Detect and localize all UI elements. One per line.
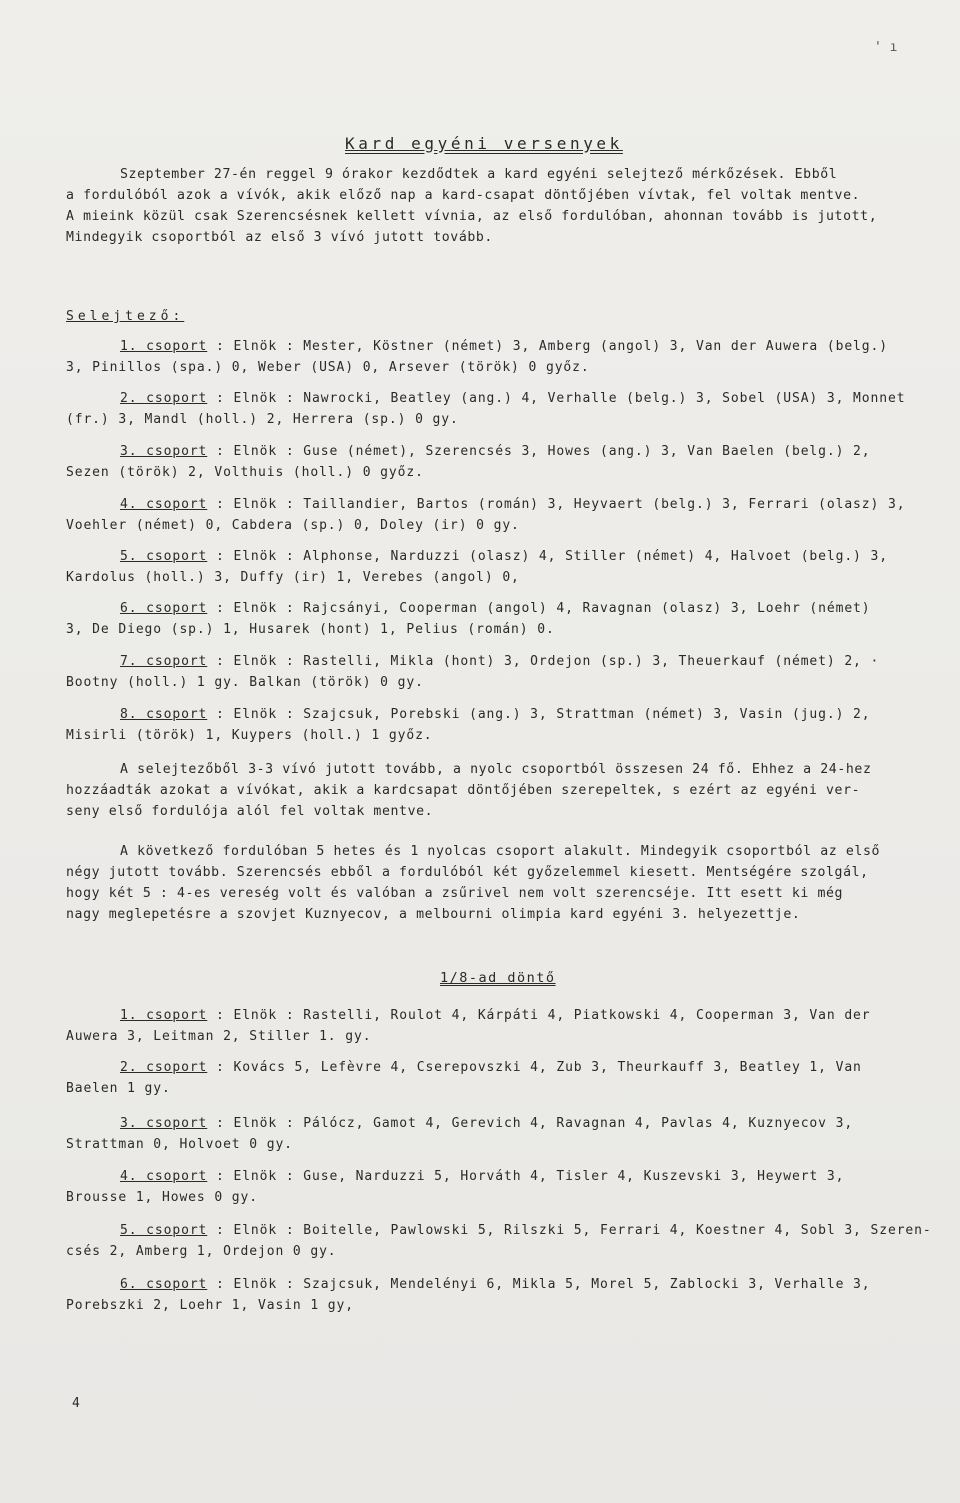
summary-line: hozzáadták azokat a vívókat, akik a kardcsapat döntőjében szerepeltek, s ezért az egyéni ver-	[66, 783, 861, 798]
selejtezo-heading: Selejtező:	[66, 309, 185, 324]
group-label: 1. csoport	[120, 339, 208, 354]
selejtezo-group	[66, 494, 908, 536]
summary-line: nagy meglepetésre a szovjet Kuznyecov, a melbourni olimpia kard egyéni 3. helyezettje.	[66, 907, 801, 922]
group-text: : Elnök : Szajcsuk, Porebski (ang.) 3, Strattman (német) 3, Vasin (jug.) 2,	[216, 707, 871, 722]
group-text: Voehler (német) 0, Cabdera (sp.) 0, Doley (ir) 0 gy.	[66, 518, 520, 533]
summary-paragraph-2	[66, 841, 908, 925]
group-text: : Elnök : Mester, Köstner (német) 3, Amberg (angol) 3, Van der Auwera (belg.)	[216, 339, 888, 354]
summary-line: seny első fordulója alól fel voltak mentve.	[66, 804, 434, 819]
group-label: 8. csoport	[120, 707, 208, 722]
group-text: Strattman 0, Holvoet 0 gy.	[66, 1137, 293, 1152]
group-text: : Elnök : Taillandier, Bartos (román) 3, Heyvaert (belg.) 3, Ferrari (olasz) 3,	[216, 497, 906, 512]
selejtezo-group	[66, 336, 908, 378]
selejtezo-group	[66, 598, 908, 640]
group-text: Kardolus (holl.) 3, Duffy (ir) 1, Verebes (angol) 0,	[66, 570, 520, 585]
intro-line: Szeptember 27-én reggel 9 órakor kezdődtek a kard egyéni selejtező mérkőzések. Ebből	[120, 167, 838, 182]
group-text: Sezen (török) 2, Volthuis (holl.) 0 győz.	[66, 465, 424, 480]
summary-paragraph-1	[66, 759, 908, 822]
group-text: 3, De Diego (sp.) 1, Husarek (hont) 1, Pelius (román) 0.	[66, 622, 555, 637]
selejtezo-group	[66, 441, 908, 483]
group-text: : Elnök : Pálócz, Gamot 4, Gerevich 4, Ravagnan 4, Pavlas 4, Kuznyecov 3,	[216, 1116, 854, 1131]
group-text: : Elnök : Alphonse, Narduzzi (olasz) 4, Stiller (német) 4, Halvoet (belg.) 3,	[216, 549, 888, 564]
group-text: : Elnök : Guse (német), Szerencsés 3, Howes (ang.) 3, Van Baelen (belg.) 2,	[216, 444, 871, 459]
group-text: Brousse 1, Howes 0 gy.	[66, 1190, 258, 1205]
final-heading: 1/8-ad döntő	[440, 970, 556, 986]
group-text: : Elnök : Rastelli, Roulot 4, Kárpáti 4, Piatkowski 4, Cooperman 3, Van der	[216, 1008, 871, 1023]
group-label: 4. csoport	[120, 1169, 208, 1184]
group-text: Bootny (holl.) 1 gy. Balkan (török) 0 gy.	[66, 675, 424, 690]
selejtezo-group	[66, 704, 908, 746]
group-text: : Elnök : Szajcsuk, Mendelényi 6, Mikla 5, Morel 5, Zablocki 3, Verhalle 3,	[216, 1277, 871, 1292]
group-label: 6. csoport	[120, 1277, 208, 1292]
group-text: Baelen 1 gy.	[66, 1081, 171, 1096]
group-label: 6. csoport	[120, 601, 208, 616]
summary-line: hogy két 5 : 4-es vereség volt és valóban a zsűrivel nem volt szerencséje. Itt esett ki még	[66, 886, 844, 901]
final-group	[66, 1220, 932, 1262]
group-text: : Elnök : Guse, Narduzzi 5, Horváth 4, Tisler 4, Kuszevski 3, Heywert 3,	[216, 1169, 845, 1184]
group-label: 2. csoport	[120, 1060, 208, 1075]
summary-line: A selejtezőből 3-3 vívó jutott tovább, a nyolc csoportból összesen 24 fő. Ehhez a 24-hez	[120, 762, 872, 777]
group-label: 5. csoport	[120, 549, 208, 564]
group-label: 5. csoport	[120, 1223, 208, 1238]
group-label: 3. csoport	[120, 444, 208, 459]
group-text: : Elnök : Rastelli, Mikla (hont) 3, Ordejon (sp.) 3, Theuerkauf (német) 2, ·	[216, 654, 880, 669]
group-text: (fr.) 3, Mandl (holl.) 2, Herrera (sp.) 0 gy.	[66, 412, 459, 427]
intro-paragraph	[66, 164, 908, 248]
summary-line: négy jutott tovább. Szerencsés ebből a fordulóból két győzelemmel kiesett. Mentségére szolgál,	[66, 865, 869, 880]
intro-line: a fordulóból azok a vívók, akik előző nap a kard-csapat döntőjében vívtak, fel voltak mentve.	[66, 188, 861, 203]
group-text: Misirli (török) 1, Kuypers (holl.) 1 győz.	[66, 728, 433, 743]
intro-line: A mieink közül csak Szerencsésnek kellett vívnia, az első fordulóban, ahonnan tovább is jutott,	[66, 209, 878, 224]
final-group	[66, 1113, 908, 1155]
final-group	[66, 1005, 908, 1047]
group-text: Porebszki 2, Loehr 1, Vasin 1 gy,	[66, 1298, 354, 1313]
page-title: Kard egyéni versenyek	[345, 134, 623, 153]
group-text: : Elnök : Nawrocki, Beatley (ang.) 4, Verhalle (belg.) 3, Sobel (USA) 3, Monnet	[216, 391, 906, 406]
final-group	[66, 1274, 908, 1316]
selejtezo-group	[66, 651, 908, 693]
selejtezo-group	[66, 388, 908, 430]
final-group	[66, 1057, 908, 1099]
group-text: : Elnök : Rajcsányi, Cooperman (angol) 4, Ravagnan (olasz) 3, Loehr (német)	[216, 601, 871, 616]
selejtezo-group	[66, 546, 908, 588]
group-label: 7. csoport	[120, 654, 208, 669]
corner-mark: ' ı	[874, 40, 898, 55]
group-label: 4. csoport	[120, 497, 208, 512]
final-group	[66, 1166, 908, 1208]
page-number: 4	[72, 1396, 80, 1411]
group-text: csés 2, Amberg 1, Ordejon 0 gy.	[66, 1244, 337, 1259]
group-text: 3, Pinillos (spa.) 0, Weber (USA) 0, Arsever (török) 0 győz.	[66, 360, 590, 375]
summary-line: A következő fordulóban 5 hetes és 1 nyolcas csoport alakult. Mindegyik csoportból az első	[120, 844, 881, 859]
group-label: 2. csoport	[120, 391, 208, 406]
group-label: 3. csoport	[120, 1116, 208, 1131]
group-text: : Elnök : Boitelle, Pawlowski 5, Rilszki 5, Ferrari 4, Koestner 4, Sobl 3, Szeren-	[216, 1223, 932, 1238]
group-label: 1. csoport	[120, 1008, 208, 1023]
group-text: : Kovács 5, Lefèvre 4, Cserepovszki 4, Zub 3, Theurkauff 3, Beatley 1, Van	[216, 1060, 862, 1075]
intro-line: Mindegyik csoportból az első 3 vívó jutott tovább.	[66, 230, 493, 245]
group-text: Auwera 3, Leitman 2, Stiller 1. gy.	[66, 1029, 372, 1044]
